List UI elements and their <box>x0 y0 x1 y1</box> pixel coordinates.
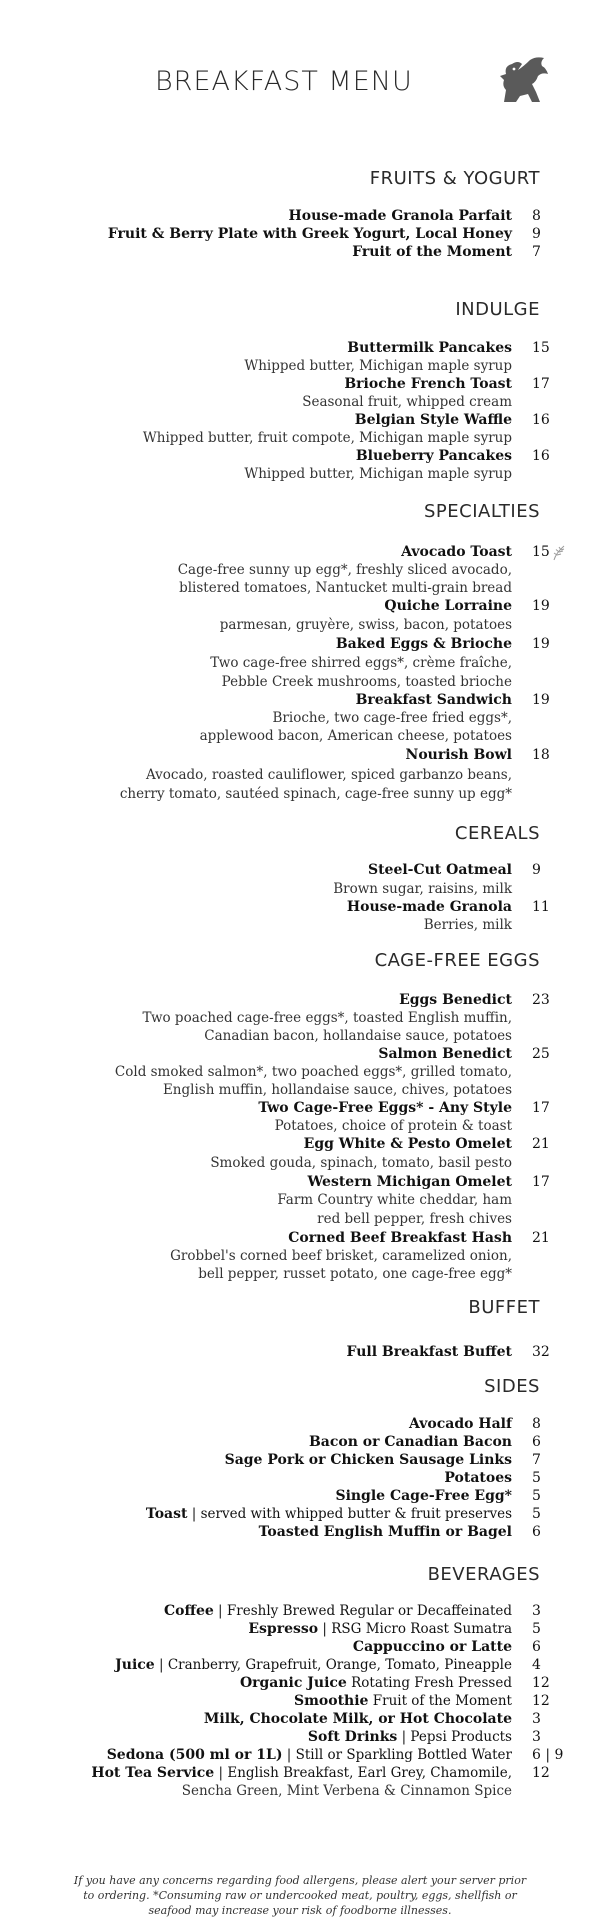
menu-title: BREAKFAST MENU <box>155 66 413 97</box>
menu-item-description: Brown sugar, raisins, milk <box>333 881 512 897</box>
menu-item-description: Smoked gouda, spinach, tomato, basil pesto <box>210 1155 512 1171</box>
menu-item-name: Juice | Cranberry, Grapefruit, Orange, Tomato, Pineapple <box>115 1657 512 1673</box>
menu-item-description: Two poached cage-free eggs*, toasted English muffin, <box>142 1010 512 1026</box>
menu-item-name: Salmon Benedict <box>378 1046 512 1062</box>
menu-item-price: 3 <box>532 1711 541 1727</box>
menu-item-price: 15 <box>532 544 550 560</box>
menu-item-name: Breakfast Sandwich <box>355 692 512 708</box>
menu-item-name: Blueberry Pancakes <box>355 448 512 464</box>
section-heading-cereals: CEREALS <box>454 823 540 844</box>
menu-item-description: Farm Country white cheddar, ham <box>277 1192 512 1208</box>
menu-item-price: 5 <box>532 1506 541 1522</box>
allergen-disclaimer <box>40 1873 560 1918</box>
menu-item-name: Hot Tea Service | English Breakfast, Earl Grey, Chamomile, <box>91 1765 512 1781</box>
section-heading-beverages: BEVERAGES <box>427 1564 540 1585</box>
menu-item-description: parmesan, gruyère, swiss, bacon, potatoes <box>219 617 512 633</box>
menu-item-price: 9 <box>532 862 541 878</box>
menu-item-price: 21 <box>532 1230 550 1246</box>
menu-item-description: Whipped butter, Michigan maple syrup <box>244 358 512 374</box>
disclaimer-line: to ordering. *Consuming raw or undercooked meat, poultry, eggs, shellfish or <box>83 1889 517 1902</box>
menu-item-description: Canadian bacon, hollandaise sauce, potatoes <box>204 1028 512 1044</box>
menu-item-price: 3 <box>532 1603 541 1619</box>
menu-item-price: 6 <box>532 1639 541 1655</box>
section-heading-cage-free-eggs: CAGE-FREE EGGS <box>374 950 540 971</box>
menu-item-name: Steel-Cut Oatmeal <box>367 862 512 878</box>
menu-item-name: Baked Eggs & Brioche <box>335 636 512 652</box>
menu-item-price: 19 <box>532 598 550 614</box>
menu-item-description: Potatoes, choice of protein & toast <box>274 1118 512 1134</box>
eggs-list <box>0 991 600 1283</box>
menu-item-price: 12 <box>532 1693 550 1709</box>
disclaimer-line: seafood may increase your risk of foodborne illnesses. <box>148 1904 452 1917</box>
menu-item-name: Milk, Chocolate Milk, or Hot Chocolate <box>203 1711 512 1727</box>
menu-item-name: Two Cage-Free Eggs* - Any Style <box>258 1100 512 1116</box>
menu-item-price: 12 <box>532 1675 550 1691</box>
menu-item-description: Seasonal fruit, whipped cream <box>302 394 512 410</box>
menu-item-price: 5 <box>532 1470 541 1486</box>
menu-item-description: Grobbel's corned beef brisket, caramelized onion, <box>170 1248 512 1264</box>
menu-item-price: 15 <box>532 340 550 356</box>
menu-item-name: House-made Granola Parfait <box>288 208 512 224</box>
cereals-list <box>0 860 600 934</box>
menu-item-price: 4 <box>532 1657 541 1673</box>
menu-item-price: 18 <box>532 747 550 763</box>
section-heading-indulge: INDULGE <box>455 299 540 320</box>
menu-item-price: 8 <box>532 1416 541 1432</box>
menu-item-price: 25 <box>532 1046 550 1062</box>
fruits-list <box>0 207 600 261</box>
sides-list <box>0 1415 600 1541</box>
menu-item-description: red bell pepper, fresh chives <box>317 1211 512 1227</box>
menu-item-description: Whipped butter, Michigan maple syrup <box>244 466 512 482</box>
menu-item-price: 6 <box>532 1434 541 1450</box>
beverages-list <box>0 1602 600 1800</box>
menu-item-price: 9 <box>532 226 541 242</box>
menu-item-description: cherry tomato, sautéed spinach, cage-free sunny up egg* <box>119 786 512 802</box>
menu-item-price: 17 <box>532 1174 550 1190</box>
menu-item-name: Sage Pork or Chicken Sausage Links <box>224 1452 512 1468</box>
menu-item-name: Coffee | Freshly Brewed Regular or Decaffeinated <box>163 1603 512 1619</box>
menu-item-name: Sedona (500 ml or 1L) | Still or Sparkling Bottled Water <box>106 1747 512 1763</box>
menu-item-name: Full Breakfast Buffet <box>346 1344 512 1360</box>
menu-item-name: Avocado Half <box>408 1416 512 1432</box>
menu-item-price: 17 <box>532 1100 550 1116</box>
section-heading-sides: SIDES <box>484 1376 540 1397</box>
menu-item-name: Buttermilk Pancakes <box>347 340 512 356</box>
menu-item-price: 7 <box>532 1452 541 1468</box>
menu-item-name: Belgian Style Waffle <box>354 412 512 428</box>
menu-item-description: Avocado, roasted cauliflower, spiced garbanzo beans, <box>145 767 512 783</box>
menu-item-price: 8 <box>532 208 541 224</box>
menu-item-name: House-made Granola <box>346 899 512 915</box>
menu-item-description: applewood bacon, American cheese, potatoes <box>199 728 512 744</box>
menu-item-description: Cage-free sunny up egg*, freshly sliced avocado, <box>177 562 512 578</box>
menu-item-name: Corned Beef Breakfast Hash <box>288 1230 512 1246</box>
menu-item-price: 5 <box>532 1621 541 1637</box>
menu-item-description: Whipped butter, fruit compote, Michigan maple syrup <box>142 430 512 446</box>
menu-item-price: 12 <box>532 1765 550 1781</box>
menu-item-description: blistered tomatoes, Nantucket multi-grain bread <box>179 580 512 596</box>
menu-item-price: 19 <box>532 636 550 652</box>
disclaimer-line: If you have any concerns regarding food allergens, please alert your server prior <box>73 1874 527 1887</box>
menu-item-name: Fruit & Berry Plate with Greek Yogurt, Local Honey <box>107 226 512 242</box>
menu-item-name: Fruit of the Moment <box>352 244 512 260</box>
menu-item-price: 23 <box>532 992 550 1008</box>
menu-item-price: 16 <box>532 412 550 428</box>
menu-item-name: Single Cage-Free Egg* <box>335 1488 512 1504</box>
specialties-list <box>0 543 600 803</box>
section-heading-buffet: BUFFET <box>468 1297 540 1318</box>
leaf-icon <box>552 545 566 561</box>
section-heading-fruits: FRUITS & YOGURT <box>369 168 540 189</box>
menu-item-description: English muffin, hollandaise sauce, chives, potatoes <box>162 1082 512 1098</box>
menu-item-name: Potatoes <box>444 1470 512 1486</box>
menu-item-price: 17 <box>532 376 550 392</box>
menu-item-name: Western Michigan Omelet <box>307 1174 512 1190</box>
menu-item-name: Cappuccino or Latte <box>352 1639 512 1655</box>
indulge-list <box>0 339 600 483</box>
menu-item-name: Brioche French Toast <box>344 376 512 392</box>
menu-item-name: Nourish Bowl <box>405 747 512 763</box>
menu-item-description: Sencha Green, Mint Verbena & Cinnamon Spice <box>181 1783 512 1799</box>
menu-item-name: Avocado Toast <box>401 544 512 560</box>
menu-item-name: Smoothie Fruit of the Moment <box>293 1693 512 1709</box>
menu-item-name: Organic Juice Rotating Fresh Pressed <box>239 1675 512 1691</box>
menu-item-price: 5 <box>532 1488 541 1504</box>
menu-item-price: 6 <box>532 1524 541 1540</box>
griffin-logo-icon <box>496 56 550 104</box>
menu-item-name: Eggs Benedict <box>399 992 512 1008</box>
menu-item-description: Two cage-free shirred eggs*, crème fraîche, <box>210 655 512 671</box>
menu-item-name: Soft Drinks | Pepsi Products <box>307 1729 512 1745</box>
menu-item-price: 32 <box>532 1344 550 1360</box>
menu-item-description: Berries, milk <box>423 917 512 933</box>
menu-item-price: 21 <box>532 1136 550 1152</box>
menu-item-description: Cold smoked salmon*, two poached eggs*, grilled tomato, <box>114 1064 512 1080</box>
menu-item-name: Espresso | RSG Micro Roast Sumatra <box>248 1621 512 1637</box>
menu-item-name: Toast | served with whipped butter & fruit preserves <box>145 1506 512 1522</box>
section-heading-specialties: SPECIALTIES <box>424 501 540 522</box>
menu-item-price: 16 <box>532 448 550 464</box>
menu-item-price: 7 <box>532 244 541 260</box>
menu-item-description: Brioche, two cage-free fried eggs*, <box>272 710 512 726</box>
buffet-list <box>0 1343 600 1361</box>
menu-item-description: bell pepper, russet potato, one cage-free egg* <box>198 1266 512 1282</box>
menu-item-name: Bacon or Canadian Bacon <box>308 1434 512 1450</box>
menu-item-price: 11 <box>532 899 550 915</box>
menu-item-price: 3 <box>532 1729 541 1745</box>
menu-item-price: 6 | 9 <box>532 1747 564 1763</box>
menu-item-price: 19 <box>532 692 550 708</box>
menu-item-name: Toasted English Muffin or Bagel <box>258 1524 512 1540</box>
menu-item-name: Egg White & Pesto Omelet <box>303 1136 512 1152</box>
menu-item-description: Pebble Creek mushrooms, toasted brioche <box>221 674 512 690</box>
menu-item-name: Quiche Lorraine <box>384 598 512 614</box>
